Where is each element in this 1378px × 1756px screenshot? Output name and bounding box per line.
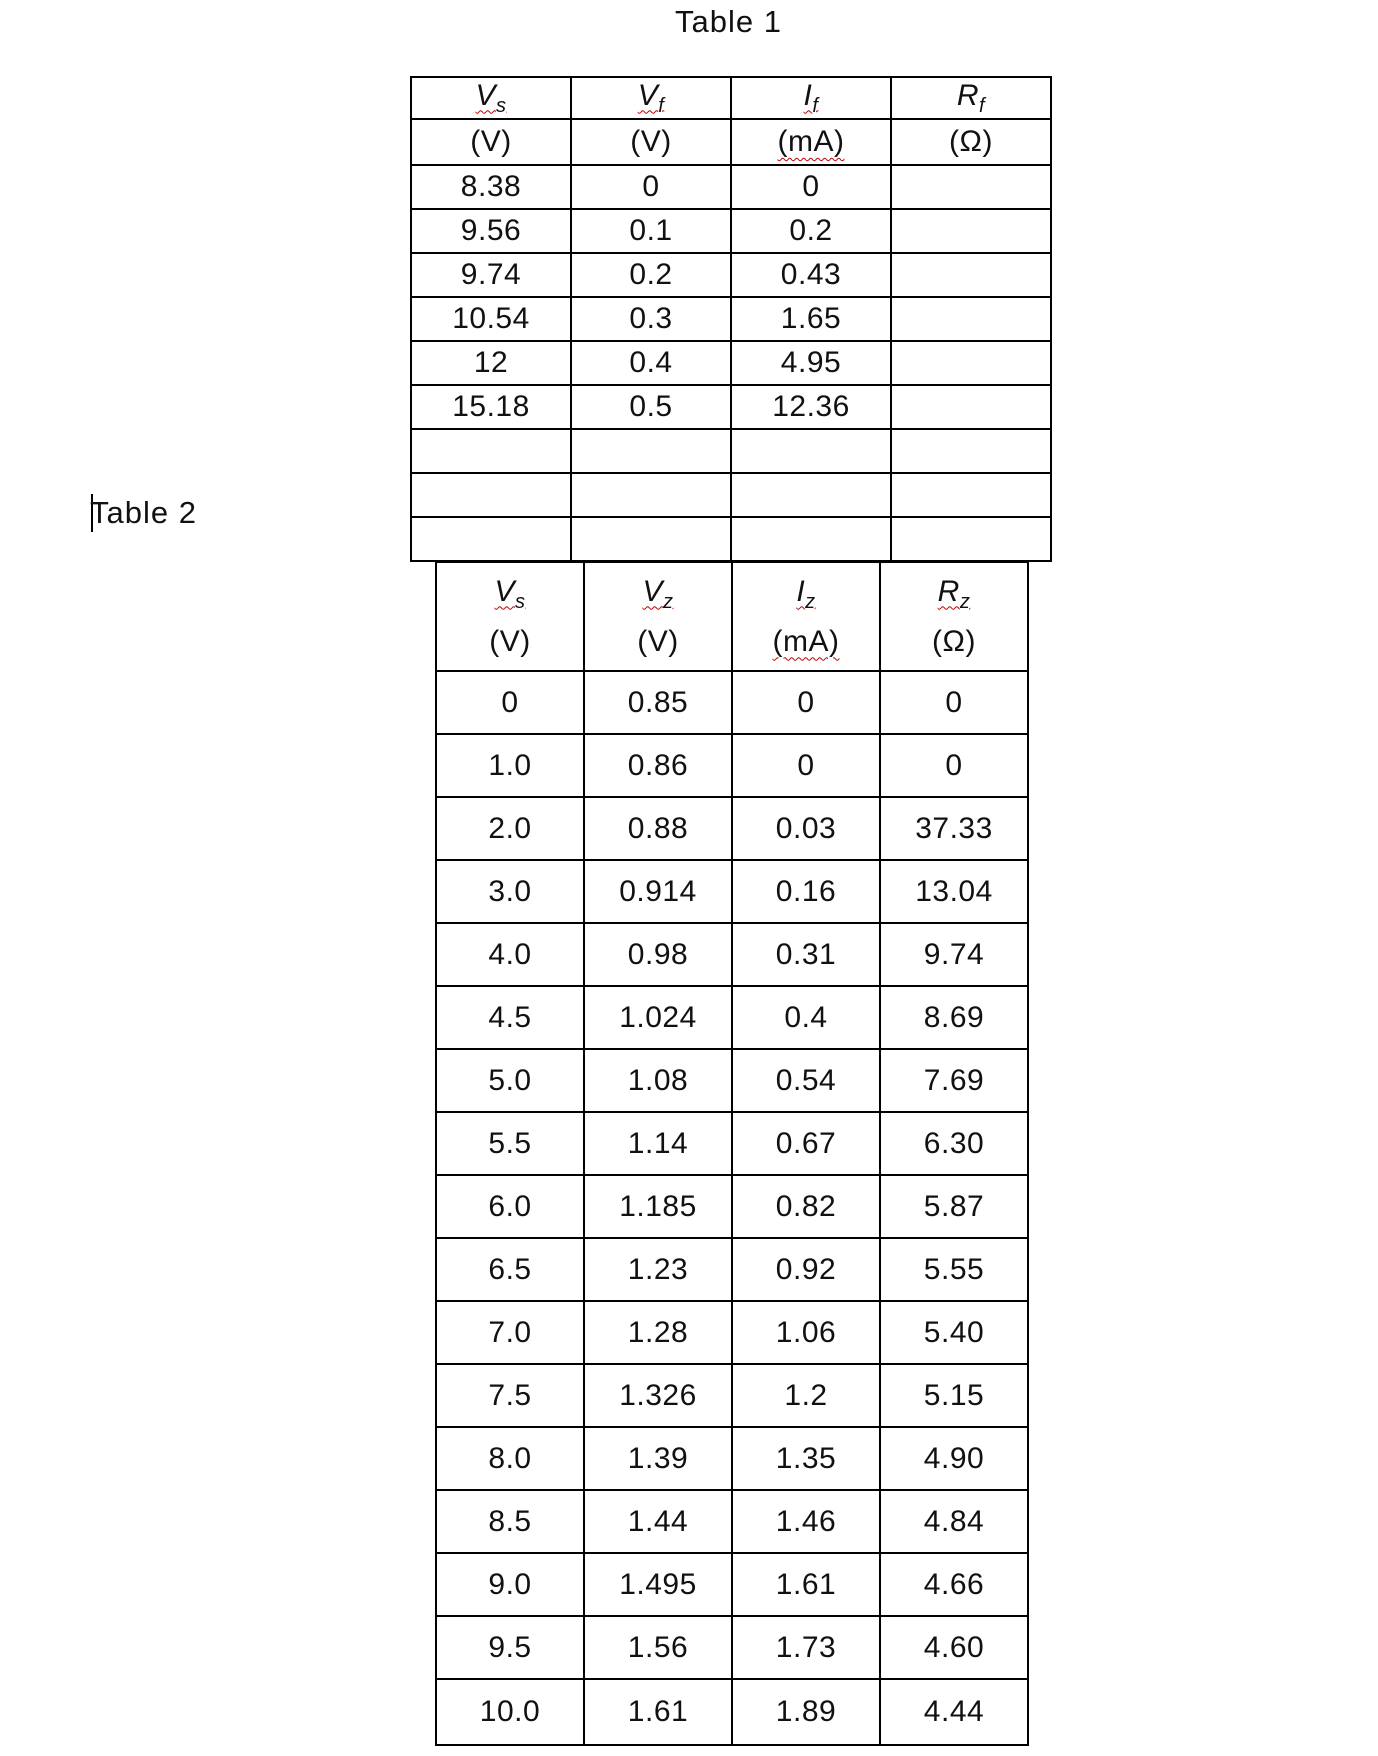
- table-cell[interactable]: 9.74: [880, 923, 1028, 986]
- table-cell[interactable]: [891, 473, 1051, 517]
- table-row: [436, 734, 1028, 797]
- table-cell[interactable]: 0.98: [584, 923, 732, 986]
- table-cell[interactable]: 2.0: [436, 797, 584, 860]
- header-cell[interactable]: $V_z$ (V): [584, 562, 732, 671]
- header-unit-cell[interactable]: (Ω): [891, 119, 1051, 165]
- table-cell[interactable]: 5.87: [880, 1175, 1028, 1238]
- table-cell[interactable]: 0: [880, 734, 1028, 797]
- table-1-header-symbols: [411, 77, 1051, 119]
- table-cell[interactable]: 0.92: [732, 1238, 880, 1301]
- header-cell[interactable]: $R_f$: [891, 77, 1051, 119]
- header-cell[interactable]: $R_z$ (Ω): [880, 562, 1028, 671]
- table-cell[interactable]: [411, 517, 571, 561]
- table-cell[interactable]: [891, 209, 1051, 253]
- table-row: [411, 253, 1051, 297]
- table-cell[interactable]: 1.39: [584, 1427, 732, 1490]
- header-cell[interactable]: $V_s$: [411, 77, 571, 119]
- table-cell[interactable]: 9.0: [436, 1553, 584, 1616]
- table-row: [411, 473, 1051, 517]
- table-cell[interactable]: 4.84: [880, 1490, 1028, 1553]
- table-cell[interactable]: 5.55: [880, 1238, 1028, 1301]
- table-cell[interactable]: [411, 473, 571, 517]
- table-row: [436, 1616, 1028, 1679]
- table-cell[interactable]: 0.4: [732, 986, 880, 1049]
- table-cell[interactable]: 1.46: [732, 1490, 880, 1553]
- table-row: [411, 517, 1051, 561]
- table-cell[interactable]: [571, 429, 731, 473]
- table-cell[interactable]: 0: [732, 734, 880, 797]
- header-cell[interactable]: $V_f$: [571, 77, 731, 119]
- table-cell[interactable]: [891, 253, 1051, 297]
- table-cell[interactable]: 10.0: [436, 1679, 584, 1745]
- table-cell[interactable]: 4.95: [731, 341, 891, 385]
- header-unit-cell[interactable]: (V): [571, 119, 731, 165]
- table-2-body: [436, 671, 1028, 1745]
- table-cell[interactable]: 0.82: [732, 1175, 880, 1238]
- table-row: [436, 1301, 1028, 1364]
- table-row: [436, 1679, 1028, 1745]
- table-cell[interactable]: 0.43: [731, 253, 891, 297]
- table-cell[interactable]: 1.185: [584, 1175, 732, 1238]
- table-row: [436, 1364, 1028, 1427]
- table-row: [436, 860, 1028, 923]
- table-cell[interactable]: 1.35: [732, 1427, 880, 1490]
- table-cell[interactable]: [891, 429, 1051, 473]
- table-cell[interactable]: 1.08: [584, 1049, 732, 1112]
- table-row: [436, 1490, 1028, 1553]
- table-row: [411, 297, 1051, 341]
- table-cell[interactable]: [411, 429, 571, 473]
- table-cell[interactable]: 1.024: [584, 986, 732, 1049]
- table-cell[interactable]: 7.0: [436, 1301, 584, 1364]
- table-cell[interactable]: 0.88: [584, 797, 732, 860]
- table-row: [411, 165, 1051, 209]
- table-row: [436, 671, 1028, 734]
- header-unit-cell[interactable]: (V): [411, 119, 571, 165]
- table-cell[interactable]: 0.54: [732, 1049, 880, 1112]
- table-cell[interactable]: 0: [571, 165, 731, 209]
- table-cell[interactable]: 1.56: [584, 1616, 732, 1679]
- table-cell[interactable]: 8.38: [411, 165, 571, 209]
- table-cell[interactable]: 37.33: [880, 797, 1028, 860]
- table-cell[interactable]: 1.61: [732, 1553, 880, 1616]
- table-cell[interactable]: 1.326: [584, 1364, 732, 1427]
- table-cell[interactable]: 1.0: [436, 734, 584, 797]
- table-cell[interactable]: 1.14: [584, 1112, 732, 1175]
- table-cell[interactable]: 0.1: [571, 209, 731, 253]
- table-cell[interactable]: 13.04: [880, 860, 1028, 923]
- table-cell[interactable]: 9.56: [411, 209, 571, 253]
- table-cell[interactable]: 1.495: [584, 1553, 732, 1616]
- table-cell[interactable]: 0.3: [571, 297, 731, 341]
- table-cell[interactable]: 15.18: [411, 385, 571, 429]
- table-cell[interactable]: 0.4: [571, 341, 731, 385]
- header-cell[interactable]: $I_f$: [731, 77, 891, 119]
- table-cell[interactable]: 1.73: [732, 1616, 880, 1679]
- table-cell[interactable]: 4.60: [880, 1616, 1028, 1679]
- table-1: [410, 76, 1052, 562]
- table-cell[interactable]: 5.40: [880, 1301, 1028, 1364]
- table-cell[interactable]: [571, 517, 731, 561]
- table-row: [436, 923, 1028, 986]
- table-row: [436, 986, 1028, 1049]
- table-cell[interactable]: 4.5: [436, 986, 584, 1049]
- table-cell[interactable]: 0: [880, 671, 1028, 734]
- table-row: [436, 1238, 1028, 1301]
- table-cell[interactable]: 1.28: [584, 1301, 732, 1364]
- header-cell[interactable]: $I_z$ (mA): [732, 562, 880, 671]
- table-2: [435, 561, 1029, 1746]
- table-cell[interactable]: 4.66: [880, 1553, 1028, 1616]
- table-cell[interactable]: 1.89: [732, 1679, 880, 1745]
- table-row: [411, 209, 1051, 253]
- table-cell[interactable]: [891, 341, 1051, 385]
- table-cell[interactable]: 6.5: [436, 1238, 584, 1301]
- table-cell[interactable]: 3.0: [436, 860, 584, 923]
- table-row: [411, 429, 1051, 473]
- table-cell[interactable]: 4.90: [880, 1427, 1028, 1490]
- table-row: [436, 1553, 1028, 1616]
- table-cell[interactable]: 1.23: [584, 1238, 732, 1301]
- table-cell[interactable]: 0.86: [584, 734, 732, 797]
- table-cell[interactable]: 0: [732, 671, 880, 734]
- table-cell[interactable]: 7.5: [436, 1364, 584, 1427]
- table-cell[interactable]: 1.2: [732, 1364, 880, 1427]
- table-cell[interactable]: 0.5: [571, 385, 731, 429]
- table-row: [411, 385, 1051, 429]
- table-2-header: [436, 562, 1028, 671]
- table-cell[interactable]: [731, 517, 891, 561]
- table-cell[interactable]: 9.5: [436, 1616, 584, 1679]
- table-cell[interactable]: 0.2: [731, 209, 891, 253]
- header-cell[interactable]: $V_s$ (V): [436, 562, 584, 671]
- table-cell[interactable]: 0: [731, 165, 891, 209]
- table-cell[interactable]: 6.30: [880, 1112, 1028, 1175]
- table-cell[interactable]: 8.69: [880, 986, 1028, 1049]
- table-cell[interactable]: 5.0: [436, 1049, 584, 1112]
- table-cell[interactable]: [891, 297, 1051, 341]
- table-row: [436, 1175, 1028, 1238]
- table-1-header-units: [411, 119, 1051, 165]
- table-cell[interactable]: 8.5: [436, 1490, 584, 1553]
- table-cell[interactable]: 10.54: [411, 297, 571, 341]
- table-cell[interactable]: [891, 165, 1051, 209]
- table-1-caption: Table 1: [675, 4, 782, 39]
- table-cell[interactable]: [571, 473, 731, 517]
- table-cell[interactable]: 0.67: [732, 1112, 880, 1175]
- table-cell[interactable]: 12: [411, 341, 571, 385]
- table-cell[interactable]: 1.44: [584, 1490, 732, 1553]
- table-cell[interactable]: 0.914: [584, 860, 732, 923]
- table-cell[interactable]: 5.15: [880, 1364, 1028, 1427]
- table-cell[interactable]: [731, 473, 891, 517]
- table-cell[interactable]: 4.44: [880, 1679, 1028, 1745]
- header-unit-cell[interactable]: (mA): [731, 119, 891, 165]
- table-row: [436, 1427, 1028, 1490]
- table-cell[interactable]: 4.0: [436, 923, 584, 986]
- table-cell[interactable]: 6.0: [436, 1175, 584, 1238]
- table-row: [436, 797, 1028, 860]
- table-cell[interactable]: 0.31: [732, 923, 880, 986]
- table-row: [411, 341, 1051, 385]
- table-cell[interactable]: [731, 429, 891, 473]
- table-cell[interactable]: 0: [436, 671, 584, 734]
- table-cell[interactable]: 7.69: [880, 1049, 1028, 1112]
- table-cell[interactable]: 8.0: [436, 1427, 584, 1490]
- table-cell[interactable]: 1.06: [732, 1301, 880, 1364]
- table-cell[interactable]: [891, 385, 1051, 429]
- table-1-body: [411, 165, 1051, 561]
- table-cell[interactable]: 12.36: [731, 385, 891, 429]
- table-cell[interactable]: 9.74: [411, 253, 571, 297]
- table-cell[interactable]: 0.03: [732, 797, 880, 860]
- table-row: [436, 1049, 1028, 1112]
- table-cell[interactable]: 0.2: [571, 253, 731, 297]
- table-cell[interactable]: 1.61: [584, 1679, 732, 1745]
- table-cell[interactable]: [891, 517, 1051, 561]
- table-cell[interactable]: 5.5: [436, 1112, 584, 1175]
- table-cell[interactable]: 0.85: [584, 671, 732, 734]
- table-cell[interactable]: 0.16: [732, 860, 880, 923]
- table-2-caption[interactable]: Table 2: [90, 495, 197, 530]
- table-row: [436, 1112, 1028, 1175]
- table-cell[interactable]: 1.65: [731, 297, 891, 341]
